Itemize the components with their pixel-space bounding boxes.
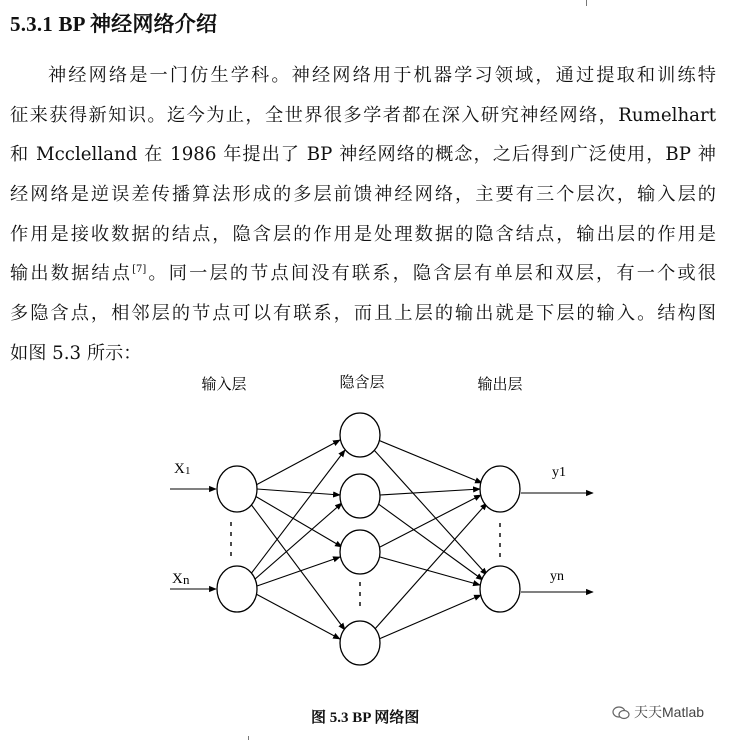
connection bbox=[377, 503, 483, 580]
paragraph-line: 和 Mcclelland 在 1986 年提出了 BP 神经网络的概念，之后得到广泛使用，BP 神 bbox=[10, 144, 716, 166]
section-title: BP 神经网络介绍 bbox=[58, 12, 218, 36]
output-label: y1 bbox=[552, 465, 566, 480]
connection bbox=[380, 557, 480, 585]
hidden-neuron bbox=[340, 621, 380, 665]
citation-reference: [7] bbox=[132, 264, 147, 276]
paragraph-line: 多隐含点，相邻层的节点可以有联系，而且上层的输出就是下层的输入。结构图 bbox=[10, 303, 716, 325]
paragraph-line: 神经网络是一门仿生学科。神经网络用于机器学习领域，通过提取和训练特 bbox=[48, 65, 716, 86]
connection bbox=[378, 440, 482, 483]
neurons bbox=[217, 413, 520, 665]
watermark bbox=[612, 702, 704, 722]
watermark-text: 天天Matlab bbox=[634, 704, 705, 720]
paragraph-line: 征来获得新知识。迄今为止，全世界很多学者都在深入研究神经网络，Rumelhart bbox=[10, 104, 716, 126]
layer-label-input: 输入层 bbox=[201, 377, 247, 393]
connection bbox=[254, 503, 342, 580]
input-neuron bbox=[217, 566, 257, 612]
output-neuron bbox=[480, 466, 520, 512]
input-label-sub: 1 bbox=[185, 465, 191, 477]
input-neuron bbox=[217, 466, 257, 512]
connection bbox=[380, 489, 480, 495]
output-label: yn bbox=[550, 569, 564, 584]
paragraph-line: 经网络是逆误差传播算法形成的多层前馈神经网络，主要有三个层次，输入层的 bbox=[10, 184, 716, 206]
connection bbox=[378, 495, 481, 548]
input-label-x: X bbox=[172, 571, 183, 587]
connection bbox=[255, 496, 342, 547]
input-label-sub: n bbox=[183, 572, 190, 587]
line-text: 。同一层的节点间没有联系，隐含层有单层和双层，有一个或很 bbox=[146, 263, 716, 285]
paragraph-line: 如图 5.3 所示： bbox=[10, 342, 142, 364]
connection bbox=[374, 503, 487, 630]
connection bbox=[250, 503, 345, 630]
wechat-icon bbox=[612, 706, 630, 720]
hidden-neuron bbox=[340, 413, 380, 457]
connection bbox=[257, 489, 340, 495]
hidden-neuron bbox=[340, 474, 380, 518]
connection bbox=[257, 557, 340, 586]
section-number: 5.3.1 bbox=[10, 12, 53, 36]
layer-label-output: 输出层 bbox=[477, 377, 523, 393]
scan-mark-bottom bbox=[248, 736, 249, 740]
connection bbox=[256, 440, 340, 485]
line-text: 输出数据结点 bbox=[10, 263, 133, 285]
layer-label-hidden: 隐含层 bbox=[339, 375, 385, 391]
paragraph-line: 作用是接收数据的结点，隐含层的作用是处理数据的隐含结点，输出层的作用是 bbox=[10, 223, 716, 245]
input-label-x: X bbox=[174, 461, 185, 477]
connection bbox=[379, 595, 481, 639]
figure-caption: 图 5.3 BP 网络图 bbox=[311, 710, 420, 726]
hidden-neuron bbox=[340, 530, 380, 574]
output-neuron bbox=[480, 566, 520, 612]
connection bbox=[256, 594, 340, 639]
